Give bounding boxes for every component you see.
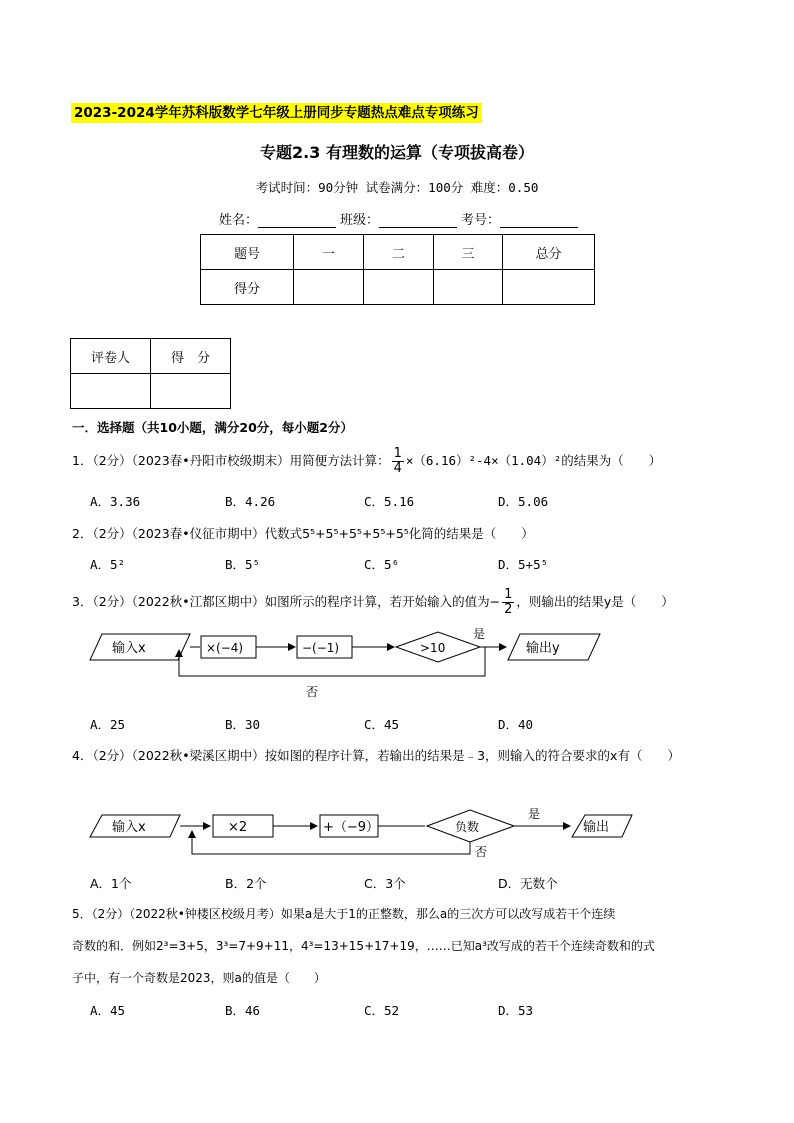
grader-score-cell[interactable]: [151, 374, 231, 409]
grader-cell[interactable]: [71, 374, 151, 409]
question-5-line-2: 奇数的和．例如2³=3+5，3³=7+9+11，4³=13+15+17+19，……已知a³改写成的若干个连续奇数和的式: [72, 939, 655, 953]
q5-option-a[interactable]: A．45: [90, 1003, 126, 1018]
q4-output-label: 输出: [583, 820, 610, 835]
q5-option-d[interactable]: D．53: [498, 1003, 534, 1018]
q3-option-c[interactable]: C．45: [364, 717, 400, 732]
q1-fraction: [392, 447, 404, 476]
q3-option-d[interactable]: D．40: [498, 717, 534, 732]
q3-yes-label: 是: [473, 627, 486, 641]
score-table: [200, 234, 595, 305]
score-cell-3[interactable]: [434, 270, 503, 305]
q3-cond-label: >10: [420, 641, 446, 655]
q4-no-label: 否: [475, 845, 488, 859]
q3-step2-label: −(−1): [302, 641, 340, 655]
q3-frac-num: 1: [504, 587, 513, 602]
grader-label: 评卷人: [71, 339, 151, 374]
score-col-total: 总分: [503, 235, 595, 270]
q2-option-d[interactable]: D．5+5⁵: [498, 557, 549, 572]
q4-option-d[interactable]: D．无数个: [498, 876, 558, 891]
q3-output-label: 输出y: [526, 641, 560, 656]
q2-option-b[interactable]: B．5⁵: [225, 557, 261, 572]
q4-cond-label: 负数: [455, 820, 480, 834]
score-col-1: 一: [294, 235, 364, 270]
q3-frac-den: 2: [504, 602, 513, 617]
q1-frac-num: 1: [393, 446, 402, 461]
name-blank[interactable]: [258, 213, 336, 228]
section-title: 一．选择题（共10小题，满分20分，每小题2分）: [72, 420, 353, 435]
score-table-header: 题号: [201, 235, 294, 270]
grader-score-label: 得 分: [151, 339, 231, 374]
q4-option-a[interactable]: A．1个: [90, 876, 132, 891]
question-4: 4．（2分）（2022秋•梁溪区期中）按如图的程序计算，若输出的结果是﹣3，则输入的符合要求的x有（ ）: [72, 748, 680, 763]
question-1: [72, 447, 661, 476]
q1-frac-den: 4: [393, 461, 402, 476]
q3-step1-label: ×(−4): [206, 641, 244, 655]
exam-no-blank[interactable]: [500, 213, 578, 228]
q3-input-label: 输入x: [112, 641, 146, 656]
q5-option-c[interactable]: C．52: [364, 1003, 400, 1018]
score-cell-total[interactable]: [503, 270, 595, 305]
q4-flowchart: [80, 800, 720, 862]
question-5-line-1: 5．（2分）（2022秋•钟楼区校级月考）如果a是大于1的正整数，那么a的三次方可以改写成若干个连续: [72, 907, 616, 921]
q4-step1-label: ×2: [228, 820, 248, 835]
exam-meta: 考试时间：90分钟 试卷满分：100分 难度：0.50: [255, 180, 539, 195]
q2-option-c[interactable]: C．5⁶: [364, 557, 400, 572]
question-3: [72, 588, 674, 617]
score-cell-2[interactable]: [364, 270, 434, 305]
q3-stem-a: 3．（2分）（2022秋•江都区期中）如图所示的程序计算，若开始输入的值为: [72, 594, 490, 609]
question-2: 2．（2分）（2023春•仪征市期中）代数式5⁵+5⁵+5⁵+5⁵+5⁵化简的结果是（ ）: [72, 526, 534, 541]
score-cell-1[interactable]: [294, 270, 364, 305]
q1-option-b[interactable]: B．4.26: [225, 494, 276, 509]
q4-step2-label: +（−9）: [323, 820, 380, 835]
exam-no-label: 考号：: [461, 213, 501, 228]
q4-option-c[interactable]: C．3个: [364, 876, 406, 891]
q5-option-b[interactable]: B．46: [225, 1003, 261, 1018]
name-label: 姓名：: [219, 213, 259, 228]
series-banner: 2023-2024学年苏科版数学七年级上册同步专题热点难点专项练习: [71, 103, 482, 123]
q3-flowchart: [80, 620, 720, 705]
q3-stem-b: ，则输出的结果y是（ ）: [516, 594, 674, 609]
q3-no-label: 否: [306, 685, 319, 699]
q2-option-a[interactable]: A．5²: [90, 557, 126, 572]
q3-fraction: [502, 588, 514, 617]
score-row-label: 得分: [201, 270, 294, 305]
q4-yes-label: 是: [528, 807, 541, 821]
q4-option-b[interactable]: B．2个: [225, 876, 267, 891]
q1-option-d[interactable]: D．5.06: [498, 494, 549, 509]
q3-option-b[interactable]: B．30: [225, 717, 261, 732]
class-label: 班级：: [340, 213, 380, 228]
grader-table: [70, 338, 231, 409]
q1-option-a[interactable]: A．3.36: [90, 494, 141, 509]
q1-option-c[interactable]: C．5.16: [364, 494, 415, 509]
class-blank[interactable]: [379, 213, 457, 228]
q3-frac-sign: −: [489, 594, 501, 609]
student-info-fields: [219, 209, 582, 228]
q4-input-label: 输入x: [112, 820, 146, 835]
page-title: 专题2.3 有理数的运算（专项拔高卷）: [260, 143, 534, 162]
question-5-line-3: 子中，有一个奇数是2023，则a的值是（ ）: [72, 971, 326, 985]
q1-stem-a: 1．（2分）（2023春•丹阳市校级期末）用简便方法计算：: [72, 453, 390, 468]
q1-stem-b: ×（6.16）²-4×（1.04）²的结果为（ ）: [405, 453, 662, 468]
score-col-2: 二: [364, 235, 434, 270]
score-col-3: 三: [434, 235, 503, 270]
q3-option-a[interactable]: A．25: [90, 717, 126, 732]
